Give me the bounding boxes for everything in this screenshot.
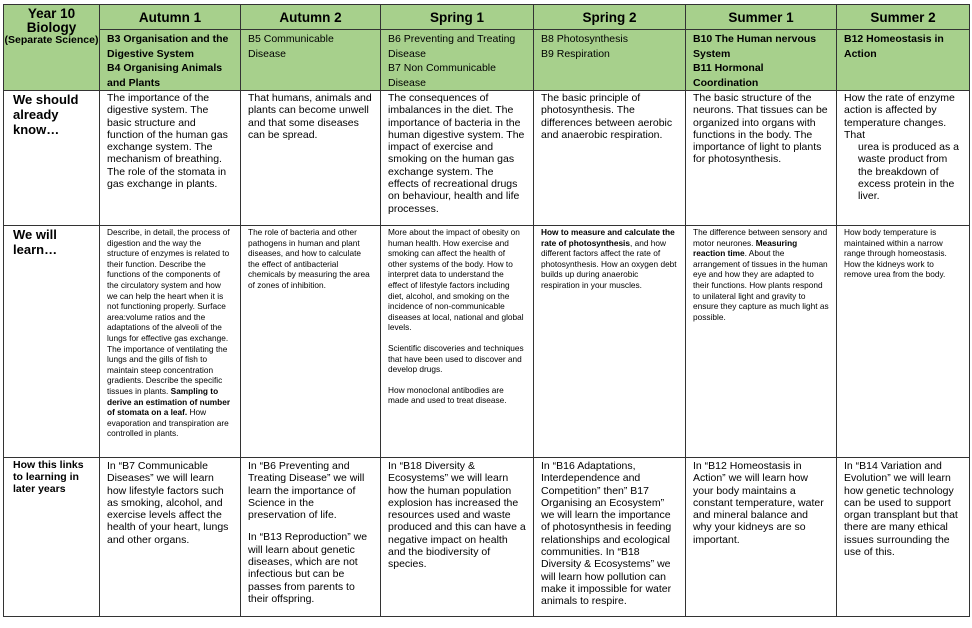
topic-cell-spring-2 (534, 30, 686, 91)
learn-text: , and how different factors affect the rate of photosynthesis. How an oxygen debt builds up during anaerobic respiration in your muscles. (541, 237, 677, 290)
know-cell-summer-2 (837, 91, 970, 226)
topic-cell-spring-1 (381, 30, 534, 91)
know-cell-spring-1: The consequences of imbalances in the diet. The importance of bacteria in the human digestive system. The impact of exercise and smoking on the human gas exchange system. The effects of recreational drugs on behaviour, health and life processes. (381, 91, 534, 226)
topics-row (4, 30, 970, 91)
know-text-indented: urea is produced as a waste product from the breakdown of excess protein in the liver. (858, 141, 959, 203)
topic-cell-summer-1 (686, 30, 837, 91)
learn-text-bold: How to measure and calculate the rate of photosynthesis (541, 227, 675, 248)
table-title: Year 10 Biology (26, 6, 77, 35)
topic-cell-summer-2 (837, 30, 970, 91)
row-label-links: How this links to learning in later years (4, 458, 100, 617)
term-spring-2: Spring 2 (534, 5, 686, 30)
term-autumn-2: Autumn 2 (241, 5, 381, 30)
know-cell-autumn-2: That humans, animals and plants can become unwell and that some diseases can be spread. (241, 91, 381, 226)
know-cell-autumn-1: The importance of the digestive system. The basic structure and function of the human gas exchange system. The mechanism of breathing. The role of the stomata in gas exchange in plants. (100, 91, 241, 226)
learn-text-bold: Sampling to derive an estimation of number of stomata on a leaf. (107, 385, 231, 418)
links-text: In “B13 Reproduction” we will learn about genetic diseases, which are not infectious but can be passes from parents to their offspring. (248, 531, 368, 605)
topic-cell-autumn-2 (241, 30, 381, 91)
curriculum-table (3, 4, 970, 617)
learn-text: More about the impact of obesity on human health. How exercise and smoking can affect the health of other systems of the body. How to interpret data to understand the effect of lifestyle factors including diet, alcohol, and smoking on the incidence of non-communicable diseases at local, national and global levels. (388, 227, 524, 333)
topic-item: B9 Respiration (541, 47, 610, 60)
topic-item: B3 Organisation and the Digestive System (107, 33, 229, 60)
know-text: How the rate of enzyme action is affected by temperature changes. That (844, 92, 955, 141)
links-row (4, 458, 970, 617)
learn-text: How monoclonal antibodies are made and used to treat disease. (388, 384, 507, 406)
learn-text: . About the arrangement of tissues in the human eye and how they are adapted to their functions. How plants respond to unilateral light and gravity to ensure they capture as much light as possible. (693, 248, 829, 322)
topic-item: B8 Photosynthesis (541, 33, 628, 45)
learn-cell-autumn-2: The role of bacteria and other pathogens in human and plant diseases, and how to calculate the effect of antibacterial chemicals by measuring the area of zones of inhibition. (241, 226, 381, 458)
topic-cell-autumn-1 (100, 30, 241, 91)
links-text: In “B6 Preventing and Treating Disease” we will learn the importance of Science in the preservation of life. (248, 460, 365, 522)
topic-item: B10 The Human nervous System (693, 33, 817, 60)
links-cell-autumn-1: In “B7 Communicable Diseases” we will learn how lifestyle factors such as smoking, alcohol, and exercise levels affect the health of your heart, lungs and other organs. (100, 458, 241, 617)
row-label-learn: We will learn… (4, 226, 100, 458)
topic-item: B6 Preventing and Treating Disease (388, 33, 516, 60)
table-title-cell (4, 5, 100, 91)
topic-item: B7 Non Communicable Disease (388, 62, 496, 89)
links-cell-summer-1: In “B12 Homeostasis in Action” we will learn how your body maintains a constant temperature, water and mineral balance and why your kidneys are so important. (686, 458, 837, 617)
topic-item: B5 Communicable Disease (248, 33, 334, 60)
topic-item: B4 Organising Animals and Plants (107, 62, 223, 89)
learn-cell-spring-1 (381, 226, 534, 458)
learn-cell-autumn-1 (100, 226, 241, 458)
links-cell-spring-1: In “B18 Diversity & Ecosystems” we will learn how the human population explosion has increased the resources used and waste produced and this can have a negative impact on health and the biodiversity of species. (381, 458, 534, 617)
know-row (4, 91, 970, 226)
links-cell-summer-2: In “B14 Variation and Evolution” we will learn how genetic technology can be used to support organ transplant but that there are many ethical issues surrounding the use of this. (837, 458, 970, 617)
links-cell-spring-2: In “B16 Adaptations, Interdependence and Competition” then” B17 Organising an Ecosystem” we will learn the importance of photosynthesis in feeding relationships and ecological communities. In “B18 Diversity & Ecosystems” we will learn how pollution can make it impossible for water animals to respire. (534, 458, 686, 617)
term-summer-1: Summer 1 (686, 5, 837, 30)
term-spring-1: Spring 1 (381, 5, 534, 30)
links-cell-autumn-2 (241, 458, 381, 617)
know-cell-spring-2: The basic principle of photosynthesis. The differences between aerobic and anaerobic respiration. (534, 91, 686, 226)
topic-item: B11 Hormonal Coordination (693, 62, 764, 89)
learn-text: Describe, in detail, the process of digestion and the way the structure of enzymes is related to their function. Describe the functions of the components of the circulatory system and how we can help the heart when it is not functioning properly. Surface area:volume ratios and the adaptations of the alveoli of the lungs for effective gas exchange. The importance of ventilating the lungs and the gills of fish to maintain steep concentration gradients. Describe the specific tissues in plants. (107, 227, 230, 396)
learn-text-bold: Measuring reaction time (693, 237, 798, 259)
learn-row (4, 226, 970, 458)
learn-text: How evaporation and transpiration are controlled in plants. (107, 407, 229, 439)
learn-cell-summer-2: How body temperature is maintained within a narrow range through homeostasis. How the kidneys work to remove urea from the body. (837, 226, 970, 458)
learn-cell-spring-2 (534, 226, 686, 458)
term-summer-2: Summer 2 (837, 5, 970, 30)
header-row (4, 5, 970, 30)
learn-cell-summer-1 (686, 226, 837, 458)
row-label-know: We should already know… (4, 91, 100, 226)
table-subtitle: (Separate Science) (4, 34, 99, 46)
topic-item: B12 Homeostasis in Action (844, 33, 944, 60)
term-autumn-1: Autumn 1 (100, 5, 241, 30)
learn-text: The difference between sensory and motor neurones. (693, 227, 828, 248)
know-cell-summer-1: The basic structure of the neurons. That tissues can be organized into organs with functions in the body. The importance of light to plants for photosynthesis. (686, 91, 837, 226)
learn-text: Scientific discoveries and techniques that have been used to discover and develop drugs. (388, 342, 524, 375)
